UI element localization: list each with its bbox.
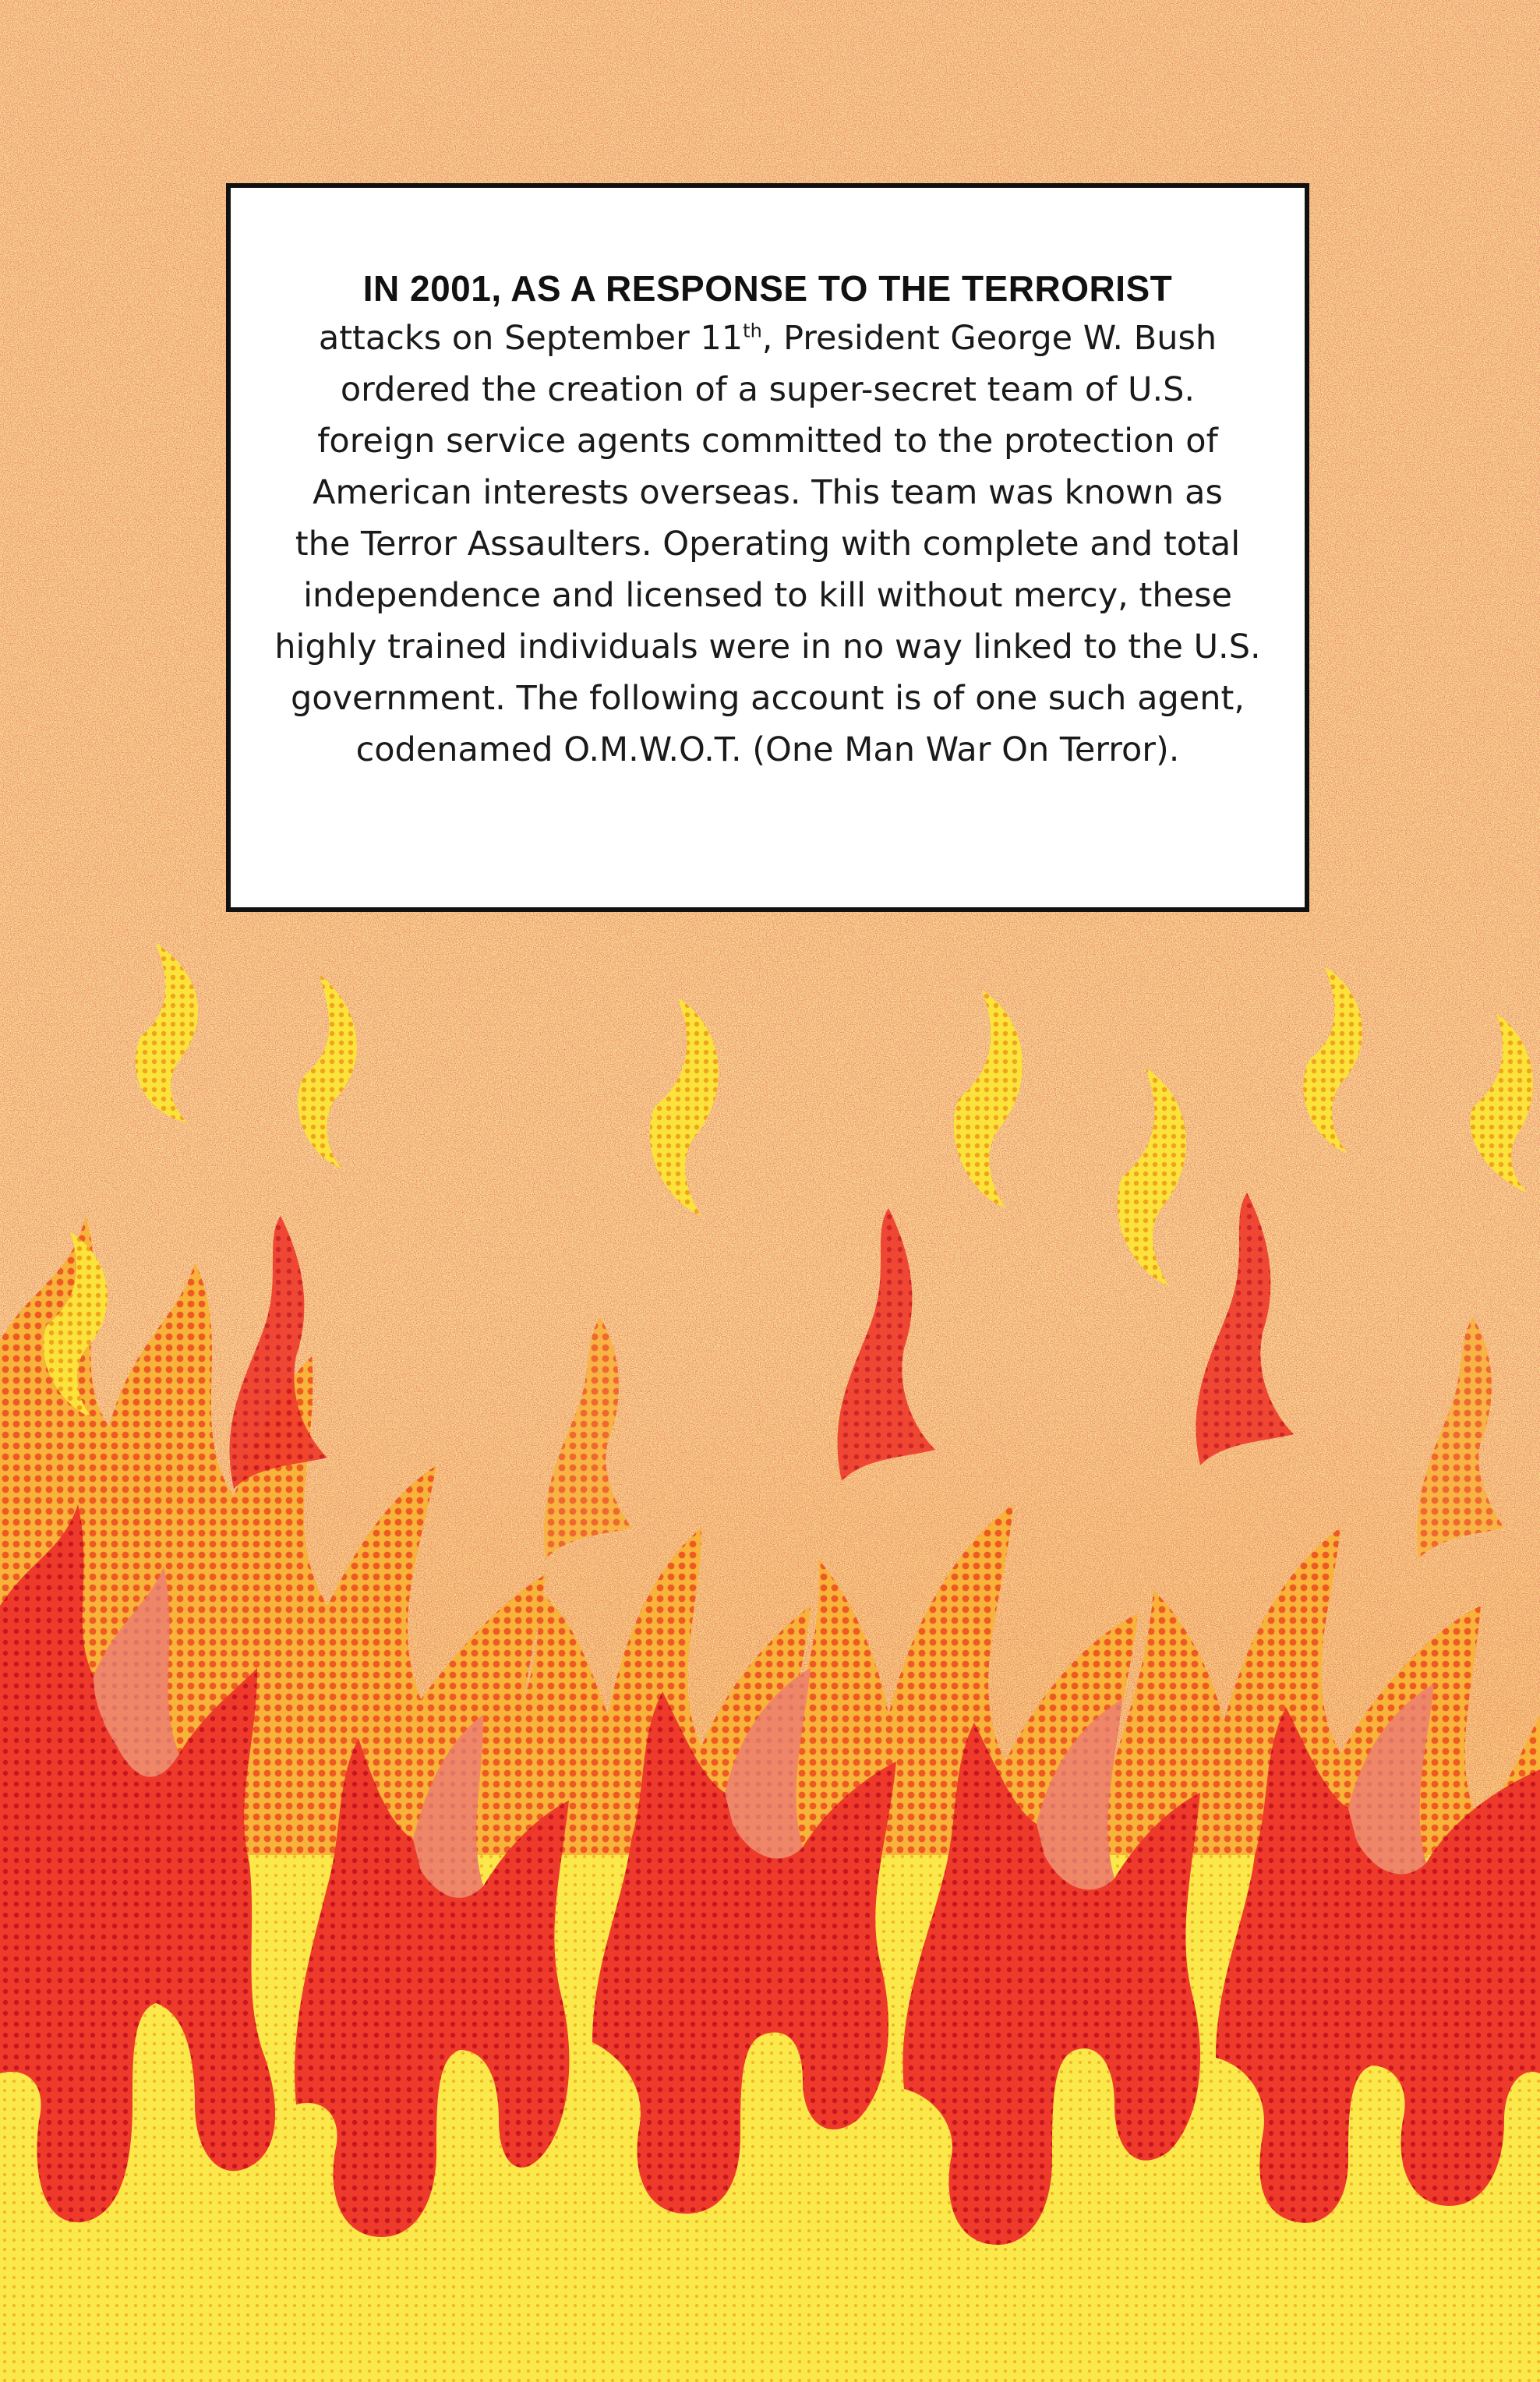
intro-line: highly trained individuals were in no way linked to the U.S.: [274, 627, 1261, 666]
intro-line: American interests overseas. This team was known as: [313, 473, 1223, 512]
intro-text-box: [226, 183, 1309, 912]
intro-headline: IN 2001, AS A RESPONSE TO THE TERRORIST: [362, 268, 1173, 309]
intro-paragraph: [231, 313, 1305, 776]
intro-line: attacks on September 11th, President George W. Bush: [318, 319, 1217, 358]
intro-line: foreign service agents committed to the protection of: [317, 422, 1218, 461]
intro-line: the Terror Assaulters. Operating with complete and total: [295, 525, 1241, 564]
intro-line: independence and licensed to kill without mercy, these: [303, 576, 1232, 615]
intro-line: ordered the creation of a super-secret team of U.S.: [340, 370, 1196, 409]
intro-line: government. The following account is of one such agent,: [291, 679, 1245, 718]
intro-line: codenamed O.M.W.O.T. (One Man War On Terror).: [355, 730, 1180, 769]
